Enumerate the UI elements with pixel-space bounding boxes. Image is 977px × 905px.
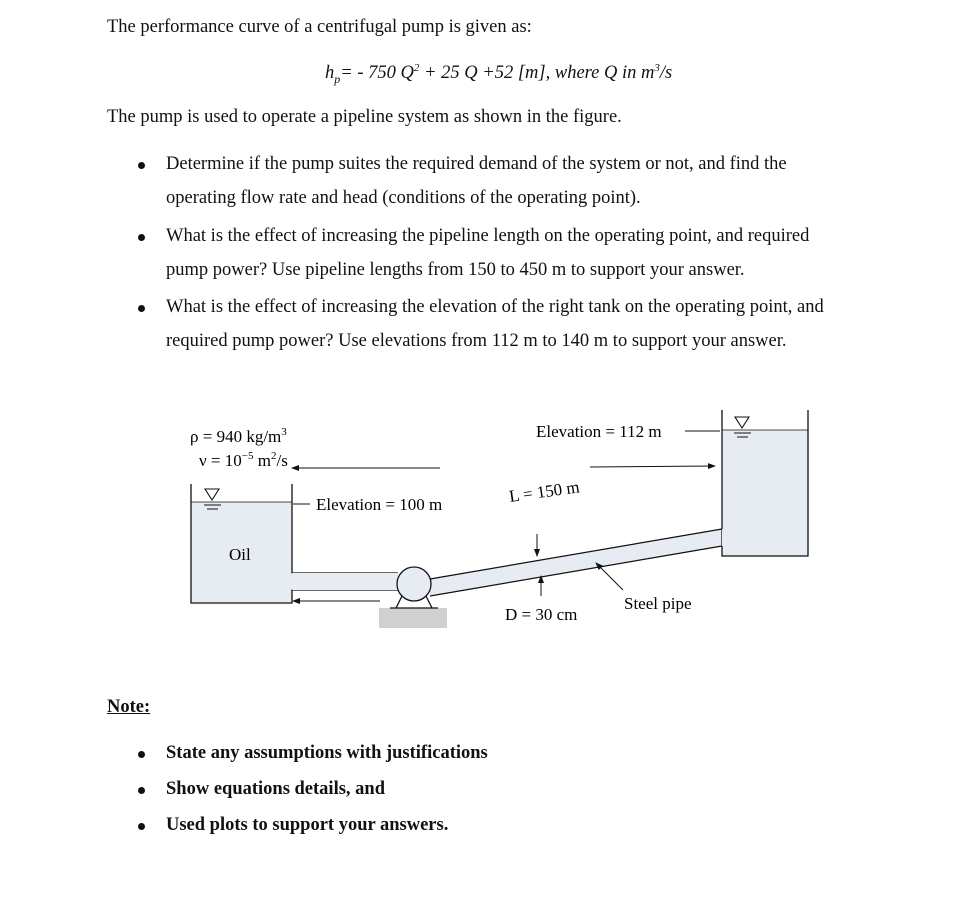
pump-icon [397,567,431,601]
note-item-1: State any assumptions with justifications [166,743,488,763]
note-item-3: Used plots to support your answers. [166,815,449,835]
diameter-label: D = 30 cm [505,605,578,624]
question-1-line-2: operating flow rate and head (conditions of the operating point). [166,188,641,208]
steel-pipe-arrow [596,563,623,590]
eq-part2: + 25 Q +52 [m], where Q in m [419,63,655,84]
flow-arrow-top [590,466,715,467]
bullet-dot [138,787,145,794]
question-3-line-1: What is the effect of increasing the elevation of the right tank on the operating point, and [166,297,824,317]
bullet-dot [138,751,145,758]
question-2-line-1: What is the effect of increasing the pipeline length on the operating point, and required [166,226,810,246]
note-title: Note: [107,697,151,717]
right-elevation-label: Elevation = 112 m [536,422,662,441]
eq-part1: = - 750 Q [340,63,414,84]
fluid-label: Oil [229,545,251,564]
suction-pipe-fill [292,573,398,590]
viscosity-label: $\nu = 10^{-5}$ $m^2/s$ [199,450,288,470]
discharge-pipe-fill [430,529,722,596]
pipe-material-label: Steel pipe [624,594,692,613]
right-tank-fill [722,430,808,556]
eq-h-sub: p [334,71,341,86]
pump-base [379,608,447,628]
eq-h: h [325,63,335,84]
bullet-dot [138,823,145,830]
question-1-line-1: Determine if the pump suites the required demand of the system or not, and find the [166,154,787,174]
intro-text: The performance curve of a centrifugal pump is given as: [107,17,532,37]
system-sentence: The pump is used to operate a pipeline system as shown in the figure. [107,107,622,127]
question-3-line-2: required pump power? Use elevations from 112 m to 140 m to support your answer. [166,331,787,351]
eq-part3: /s [659,63,673,84]
question-2-line-2: pump power? Use pipeline lengths from 150 to 450 m to support your answer. [166,260,745,280]
eq-sup1: 2 [413,62,420,74]
eq-sup2: 3 [654,62,660,74]
pipe-entry [722,529,724,546]
length-label: L = 150 m [507,477,581,506]
note-item-2: Show equations details, and [166,779,385,799]
density-label: ρ = 940 $kg/m^3$ [190,426,287,446]
left-elevation-label: Elevation = 100 m [316,495,443,514]
